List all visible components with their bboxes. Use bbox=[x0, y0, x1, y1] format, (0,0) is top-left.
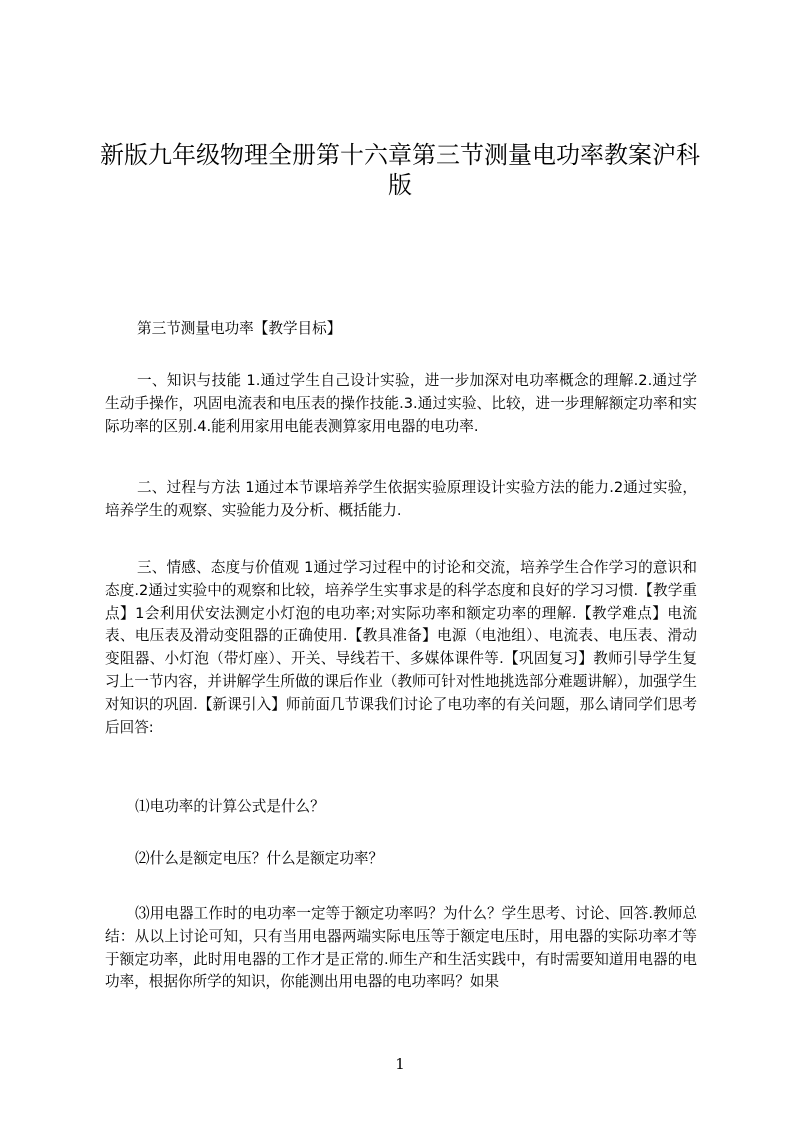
paragraph-attitudes-values: 三、情感、态度与价值观 1通过学习过程中的讨论和交流，培养学生合作学习的意识和态度.2通过实验中的观察和比较，培养学生实事求是的科学态度和良好的学习习惯.【教学重点】1会利用伏安法测定小灯泡的电功率;对实际功率和额定功率的理解.【教学难点】电流表、电压表及滑动变阻器的正确使用.【教具准备】电源（电池组）、电流表、电压表、滑动变阻器、小灯泡（带灯座）、开关、导线若干、多媒体课件等.【巩固复习】教师引导学生复习上一节内容，并讲解学生所做的课后作业（教师可针对性地挑选部分难题讲解），加强学生对知识的巩固.【新课引入】师前面几节课我们讨论了电功率的有关问题，那么请同学们思考后回答: bbox=[105, 559, 697, 736]
document-title: 新版九年级物理全册第十六章第三节测量电功率教案沪科版 bbox=[100, 141, 700, 199]
section-heading: 第三节测量电功率【教学目标】 bbox=[137, 320, 342, 337]
question-2: ⑵什么是额定电压？什么是额定功率？ bbox=[135, 850, 384, 867]
question-3: ⑶用电器工作时的电功率一定等于额定功率吗？为什么？学生思考、讨论、回答.教师总结：从以上讨论可知，只有当用电器两端实际电压等于额定电压时，用电器的实际功率才等于额定功率，此时用电器的工作才是正常的.师生产和生活实践中，有时需要知道用电器的电功率，根据你所学的知识，你能测出用电器的电功率吗？如果 bbox=[105, 905, 697, 991]
page-number: 1 bbox=[395, 1055, 405, 1073]
paragraph-process-methods: 二、过程与方法 1通过本节课培养学生依据实验原理设计实验方法的能力.2通过实验，培养学生的观察、实验能力及分析、概括能力. bbox=[105, 479, 697, 519]
paragraph-knowledge-skills: 一、知识与技能 1.通过学生自己设计实验，进一步加深对电功率概念的理解.2.通过学生动手操作，巩固电流表和电压表的操作技能.3.通过实验、比较，进一步理解额定功率和实际功率的区别.4.能利用家用电能表测算家用电器的电功率. bbox=[105, 372, 697, 435]
question-1: ⑴电功率的计算公式是什么？ bbox=[135, 798, 325, 815]
